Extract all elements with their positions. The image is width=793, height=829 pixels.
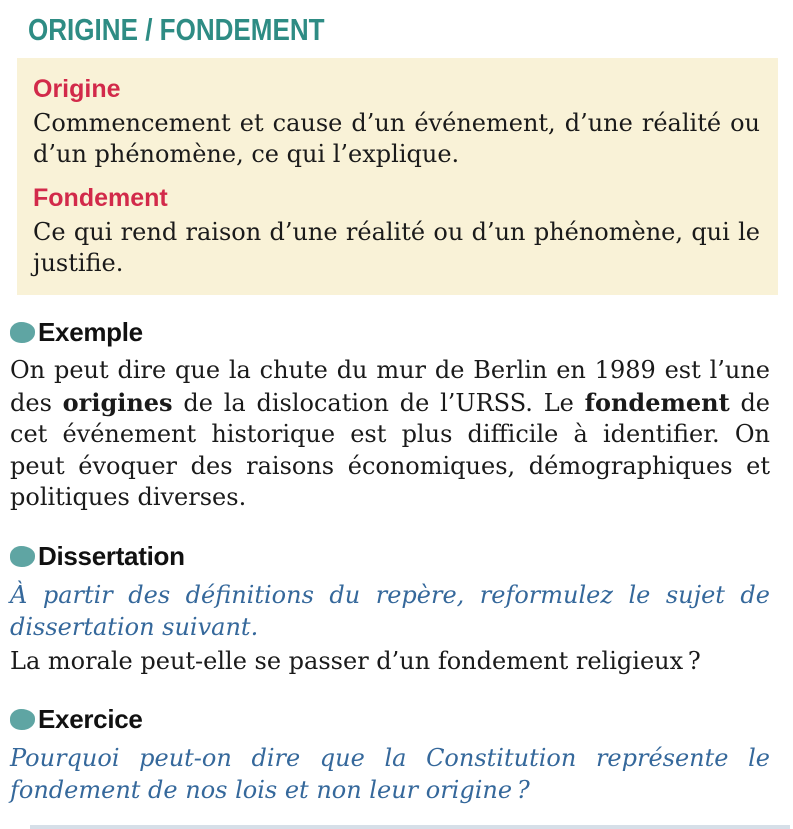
dissertation-instruction: À partir des définitions du repère, reformulez le sujet de dissertation suivant. — [10, 580, 770, 641]
teal-bullet-icon — [10, 546, 35, 567]
definition-text-fondement: Ce qui rend raison d’une réalité ou d’un phénomène, qui le justifie. — [33, 218, 760, 277]
definition-text-origine: Commencement et cause d’un événement, d’une réalité ou d’un phénomène, ce qui l’explique. — [33, 109, 760, 168]
definitions-box — [17, 58, 778, 295]
clipped-next-content — [30, 825, 790, 829]
exercice-question: Pourquoi peut-on dire que la Constitution représente le fondement de nos lois et non leur origine ? — [10, 743, 770, 804]
teal-bullet-icon — [10, 322, 35, 343]
definition-term-origine: Origine — [33, 75, 121, 103]
exercice-heading-label: Exercice — [38, 703, 143, 734]
section-heading-exercice — [10, 704, 778, 735]
dissertation-subject: La morale peut-elle se passer d’un fondement religieux ? — [10, 646, 701, 675]
exemple-heading-label: Exemple — [38, 317, 143, 347]
teal-bullet-icon — [10, 709, 35, 730]
dissertation-heading-label: Dissertation — [38, 540, 185, 571]
exemple-paragraph: On peut dire que la chute du mur de Berlin en 1989 est l’une des origines de la dislocation de l’URSS. Le fondement de cet événement historique est plus difficile à identifier. On peut évoquer des raisons économiques, démographiques et politiques diverses. — [10, 356, 771, 511]
page-title: ORIGINE / FONDEMENT — [28, 12, 325, 47]
section-heading-dissertation — [10, 541, 778, 572]
definition-term-fondement: Fondement — [33, 184, 168, 212]
section-heading-exemple — [10, 317, 778, 348]
